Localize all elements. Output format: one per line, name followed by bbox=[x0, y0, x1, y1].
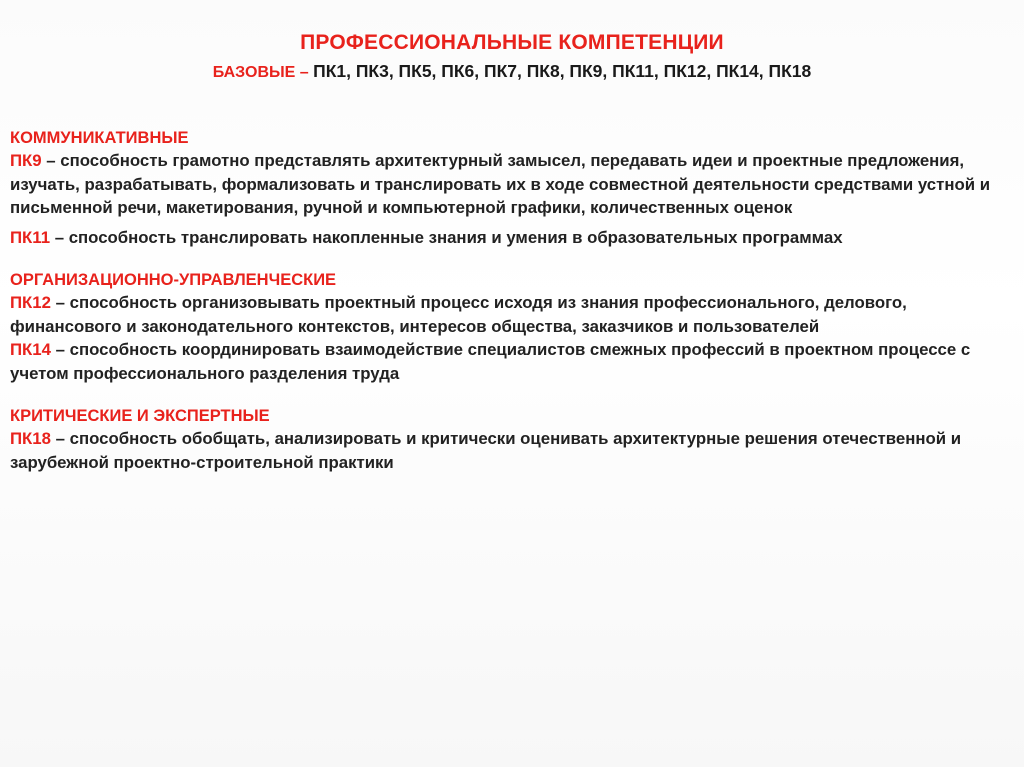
competency-text: – способность транслировать накопленные знания и умения в образовательных программах bbox=[50, 227, 843, 247]
competency-code: ПК18 bbox=[10, 429, 51, 448]
section-heading-critical: КРИТИЧЕСКИЕ И ЭКСПЕРТНЫЕ bbox=[10, 407, 270, 425]
subtitle bbox=[0, 61, 1024, 82]
section-heading-organizational: ОРГАНИЗАЦИОННО-УПРАВЛЕНЧЕСКИЕ bbox=[10, 271, 337, 289]
competency-text: – способность обобщать, анализировать и критически оценивать архитектурные решения отечественной и зарубежной проектно-строительной практики bbox=[10, 429, 962, 472]
page-title: ПРОФЕССИОНАЛЬНЫЕ КОМПЕТЕНЦИИ bbox=[300, 31, 724, 54]
competency-pk11 bbox=[10, 226, 1005, 250]
competency-pk9 bbox=[10, 149, 1005, 220]
section-heading-communicative: КОММУНИКАТИВНЫЕ bbox=[10, 129, 189, 147]
competency-text: – способность организовывать проектный процесс исходя из знания профессионального, делового, финансового и законодательного контекстов, интересов общества, заказчиков и пользователей bbox=[10, 293, 907, 336]
subtitle-dash: – bbox=[295, 64, 314, 81]
competency-code: ПК11 bbox=[10, 227, 51, 247]
competency-pk14 bbox=[10, 338, 1005, 385]
content bbox=[10, 127, 1005, 474]
competency-code: ПК9 bbox=[10, 151, 42, 170]
subtitle-label: БАЗОВЫЕ bbox=[212, 64, 296, 81]
competency-pk12 bbox=[10, 291, 1005, 338]
competency-text: – способность координировать взаимодействие специалистов смежных профессий в проектном процессе с учетом профессионального разделения труда bbox=[10, 340, 971, 383]
competency-code: ПК12 bbox=[10, 293, 51, 312]
competency-pk18 bbox=[10, 427, 1005, 474]
competency-text: – способность грамотно представлять архитектурный замысел, передавать идеи и проектные предложения, изучать, разрабатывать, формализовать и транслировать их в ходе совместной деятельности средствами устной и письменной речи, макетирования, ручной и компьютерной графики, количественных оценок bbox=[10, 151, 991, 217]
competency-code: ПК14 bbox=[10, 340, 51, 359]
subtitle-list: ПК1, ПК3, ПК5, ПК6, ПК7, ПК8, ПК9, ПК11, ПК12, ПК14, ПК18 bbox=[313, 61, 812, 81]
